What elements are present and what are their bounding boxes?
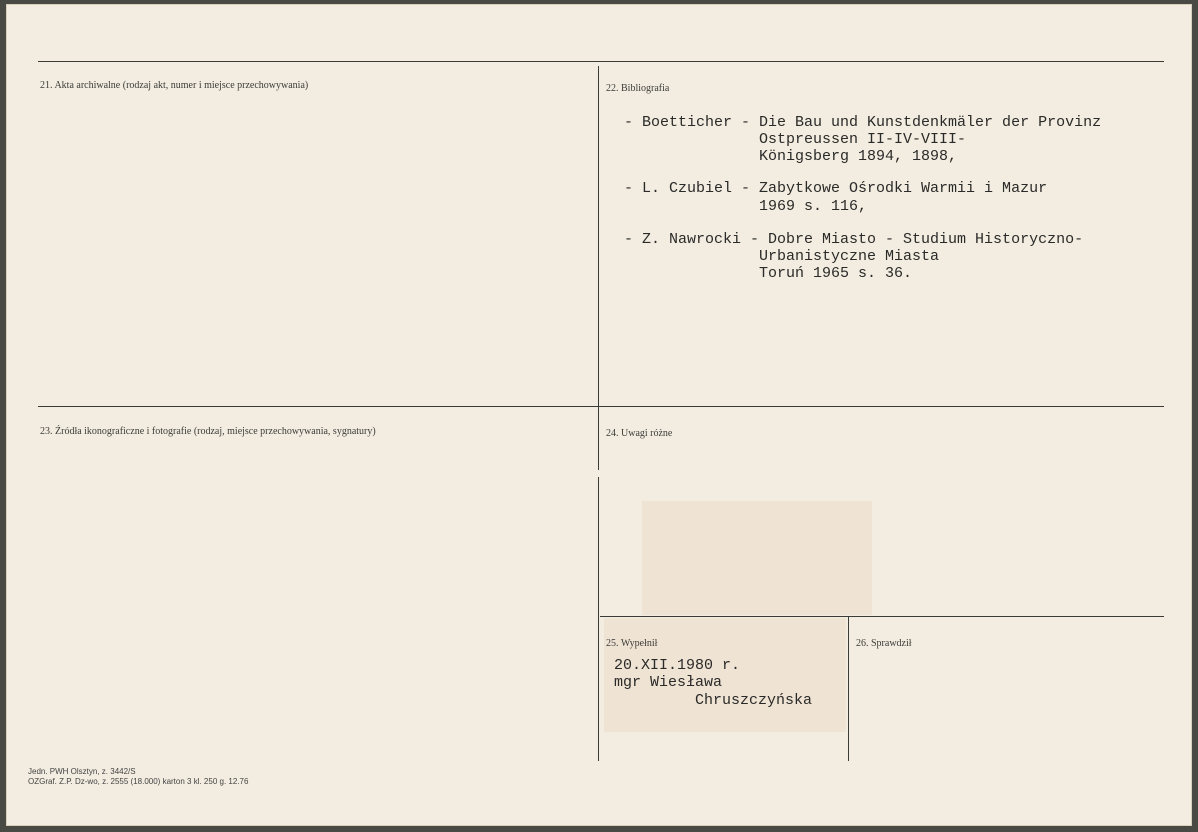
filled-by-name-1: mgr Wiesława	[614, 674, 723, 691]
middle-rule	[38, 406, 1164, 407]
paper-patch-24	[642, 501, 872, 615]
bibliography-entry-1-line-1: - Boetticher - Die Bau und Kunstdenkmäler der Provinz	[624, 114, 1102, 131]
section-22-label: 22. Bibliografia	[606, 83, 670, 94]
footer-line-1: Jedn. PWH Olsztyn, z. 3442/S	[28, 767, 136, 776]
bibliography-entry-2-line-2: 1969 s. 116,	[624, 198, 868, 215]
section-24-label: 24. Uwagi różne	[606, 428, 673, 439]
top-rule	[38, 61, 1164, 62]
record-card	[6, 4, 1192, 826]
bibliography-entry-1-line-3: Königsberg 1894, 1898,	[624, 148, 958, 165]
bibliography-entry-1-line-2: Ostpreussen II-IV-VIII-	[624, 131, 967, 148]
bibliography-entry-3-line-2: Urbanistyczne Miasta	[624, 248, 940, 265]
filled-by-name-2: Chruszczyńska	[614, 692, 813, 709]
section-21-label: 21. Akta archiwalne (rodzaj akt, numer i miejsce przechowywania)	[40, 80, 309, 91]
print-footer	[28, 767, 248, 787]
center-divider-top	[598, 66, 599, 470]
center-divider-bottom	[598, 477, 599, 761]
bibliography-entry-3-line-3: Toruń 1965 s. 36.	[624, 265, 913, 282]
footer-line-2: OZGraf. Z.P. Dz-wo, z. 2555 (18.000) karton 3 kl. 250 g. 12.76	[28, 777, 249, 786]
filled-by-date: 20.XII.1980 r.	[614, 657, 741, 674]
section-23-label: 23. Źródła ikonograficzne i fotografie (rodzaj, miejsce przechowywania, sygnatury)	[40, 426, 376, 437]
lower-right-rule	[600, 616, 1164, 617]
section-26-label: 26. Sprawdził	[856, 638, 912, 649]
bibliography-entry-2-line-1: - L. Czubiel - Zabytkowe Ośrodki Warmii i Mazur	[624, 180, 1048, 197]
bibliography-entry-3-line-1: - Z. Nawrocki - Dobre Miasto - Studium Historyczno-	[624, 231, 1084, 248]
section-25-label: 25. Wypełnił	[606, 638, 658, 649]
divider-25-26	[848, 616, 849, 761]
